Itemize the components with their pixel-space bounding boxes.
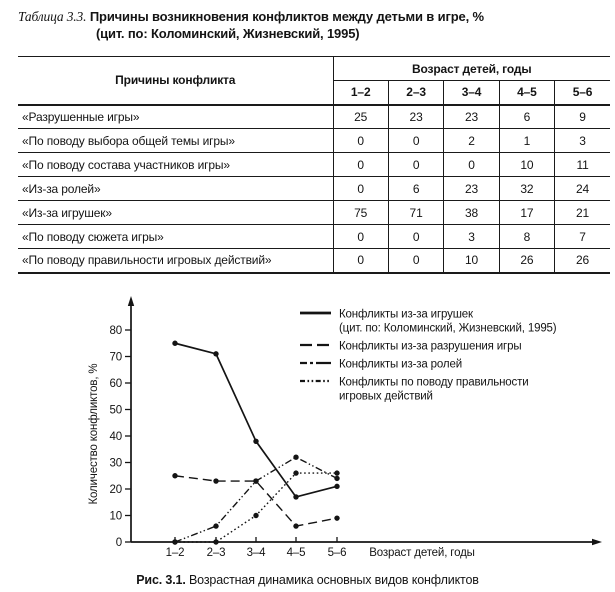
chart-data-point [253, 512, 258, 517]
conflict-value-cell: 0 [444, 153, 499, 177]
legend-label: Конфликты из-за ролей [339, 358, 462, 370]
x-axis-title: Возраст детей, годы [369, 546, 475, 559]
chart-data-point [172, 473, 177, 478]
conflict-value-cell: 26 [555, 249, 610, 273]
x-tick-label: 2–3 [206, 546, 226, 559]
conflict-value-cell: 0 [333, 153, 388, 177]
x-tick-label: 3–4 [246, 546, 266, 559]
y-tick-label: 20 [109, 483, 122, 496]
age-column-header: 2–3 [388, 81, 443, 105]
conflict-value-cell: 0 [388, 153, 443, 177]
chart-data-point [172, 340, 177, 345]
x-tick-label: 4–5 [286, 546, 306, 559]
age-column-header: 1–2 [333, 81, 388, 105]
table-title-citation: (цит. по: Коломинский, Жизневский, 1995) [96, 26, 360, 41]
chart-data-point [213, 351, 218, 356]
table-row [18, 177, 610, 201]
conflict-cause-label: «По поводу выбора общей темы игры» [22, 133, 235, 148]
chart-data-point [293, 494, 298, 499]
conflict-cause-label: «Из-за игрушек» [22, 205, 112, 220]
chart-data-point [334, 475, 339, 480]
table-number: Таблица 3.3. [18, 9, 87, 24]
conflict-value-cell: 0 [333, 249, 388, 273]
conflict-value-cell: 32 [499, 177, 554, 201]
conflict-value-cell: 0 [388, 129, 443, 153]
conflict-value-cell: 0 [388, 249, 443, 273]
chart-data-point [334, 515, 339, 520]
conflict-value-cell: 1 [499, 129, 554, 153]
chart-svg [0, 292, 615, 566]
x-axis-arrow [592, 538, 602, 544]
conflicts-table-body [18, 105, 610, 273]
conflict-value-cell: 71 [388, 201, 443, 225]
conflicts-table-header [18, 57, 610, 105]
y-tick-label: 10 [109, 510, 122, 522]
conflict-value-cell: 23 [388, 105, 443, 129]
y-tick-label: 80 [109, 324, 122, 337]
column-header-causes: Причины конфликта [115, 73, 236, 88]
conflict-cause-label: «По поводу состава участников игры» [22, 157, 230, 172]
chart-data-point [213, 523, 218, 528]
legend-label: Конфликты из-за разрушения игры [339, 340, 522, 352]
y-tick-label: 60 [109, 377, 122, 390]
table-row [18, 249, 610, 273]
table-row [18, 129, 610, 153]
table-title-line1 [18, 9, 615, 25]
conflict-cause-label: «По поводу правильности игровых действий» [22, 253, 272, 268]
y-tick-label: 0 [115, 536, 122, 549]
conflict-value-cell: 75 [333, 201, 388, 225]
figure-caption [0, 573, 615, 587]
conflict-value-cell: 11 [555, 153, 610, 177]
table-title [0, 0, 615, 42]
table-row [18, 201, 610, 225]
chart-data-point [213, 478, 218, 483]
table-row [18, 153, 610, 177]
chart-data-point [293, 470, 298, 475]
column-group-header-age: Возраст детей, годы [333, 57, 610, 81]
conflict-value-cell: 25 [333, 105, 388, 129]
x-tick-label: 1–2 [165, 546, 185, 559]
conflict-value-cell: 0 [333, 129, 388, 153]
age-column-header: 4–5 [499, 81, 554, 105]
conflict-value-cell: 9 [555, 105, 610, 129]
legend-label: Конфликты из-за игрушек [339, 308, 473, 320]
chart-data-point [334, 483, 339, 488]
conflict-value-cell: 21 [555, 201, 610, 225]
conflict-value-cell: 23 [444, 105, 499, 129]
conflict-value-cell: 0 [333, 177, 388, 201]
chart-figure [0, 292, 615, 571]
conflict-value-cell: 6 [499, 105, 554, 129]
table-row [18, 105, 610, 129]
conflict-value-cell: 6 [388, 177, 443, 201]
y-tick-label: 50 [109, 404, 122, 416]
conflict-value-cell: 0 [333, 225, 388, 249]
table-row [18, 225, 610, 249]
conflict-cause-label: «Разрушенные игры» [22, 109, 140, 124]
conflict-cause-label: «Из-за ролей» [22, 181, 101, 196]
legend-label: игровых действий [339, 390, 433, 402]
conflict-value-cell: 38 [444, 201, 499, 225]
y-axis-arrow [128, 296, 134, 306]
y-tick-label: 40 [109, 430, 122, 443]
legend-label: (цит. по: Коломинский, Жизневский, 1995) [339, 322, 557, 334]
conflict-value-cell: 26 [499, 249, 554, 273]
chart-data-point [213, 539, 218, 544]
conflict-value-cell: 24 [555, 177, 610, 201]
age-column-header: 3–4 [444, 81, 499, 105]
chart-data-point [293, 523, 298, 528]
age-column-header: 5–6 [555, 81, 610, 105]
conflict-value-cell: 8 [499, 225, 554, 249]
conflict-value-cell: 23 [444, 177, 499, 201]
chart-data-point [253, 438, 258, 443]
chart-series-line [175, 343, 337, 497]
x-tick-label: 5–6 [327, 546, 347, 559]
y-axis-title: Количество конфликтов, % [88, 362, 100, 505]
legend-label: Конфликты по поводу правильности [339, 376, 529, 388]
chart-data-point [172, 539, 177, 544]
conflicts-table [18, 56, 610, 274]
chart-data-point [334, 470, 339, 475]
conflict-value-cell: 3 [444, 225, 499, 249]
conflict-value-cell: 10 [499, 153, 554, 177]
figure-number: Рис. 3.1. [136, 572, 186, 587]
chart-data-point [293, 454, 298, 459]
chart-series-line [175, 457, 337, 542]
y-tick-label: 70 [109, 351, 122, 363]
conflict-value-cell: 2 [444, 129, 499, 153]
conflict-value-cell: 10 [444, 249, 499, 273]
conflict-cause-label: «По поводу сюжета игры» [22, 229, 164, 244]
conflict-value-cell: 7 [555, 225, 610, 249]
chart-data-point [253, 478, 258, 483]
y-tick-label: 30 [109, 457, 122, 469]
conflict-value-cell: 0 [388, 225, 443, 249]
figure-caption-text: Возрастная динамика основных видов конфликтов [188, 572, 479, 587]
conflict-value-cell: 3 [555, 129, 610, 153]
conflict-value-cell: 17 [499, 201, 554, 225]
table-title-text: Причины возникновения конфликтов между детьми в игре, % [89, 9, 484, 24]
